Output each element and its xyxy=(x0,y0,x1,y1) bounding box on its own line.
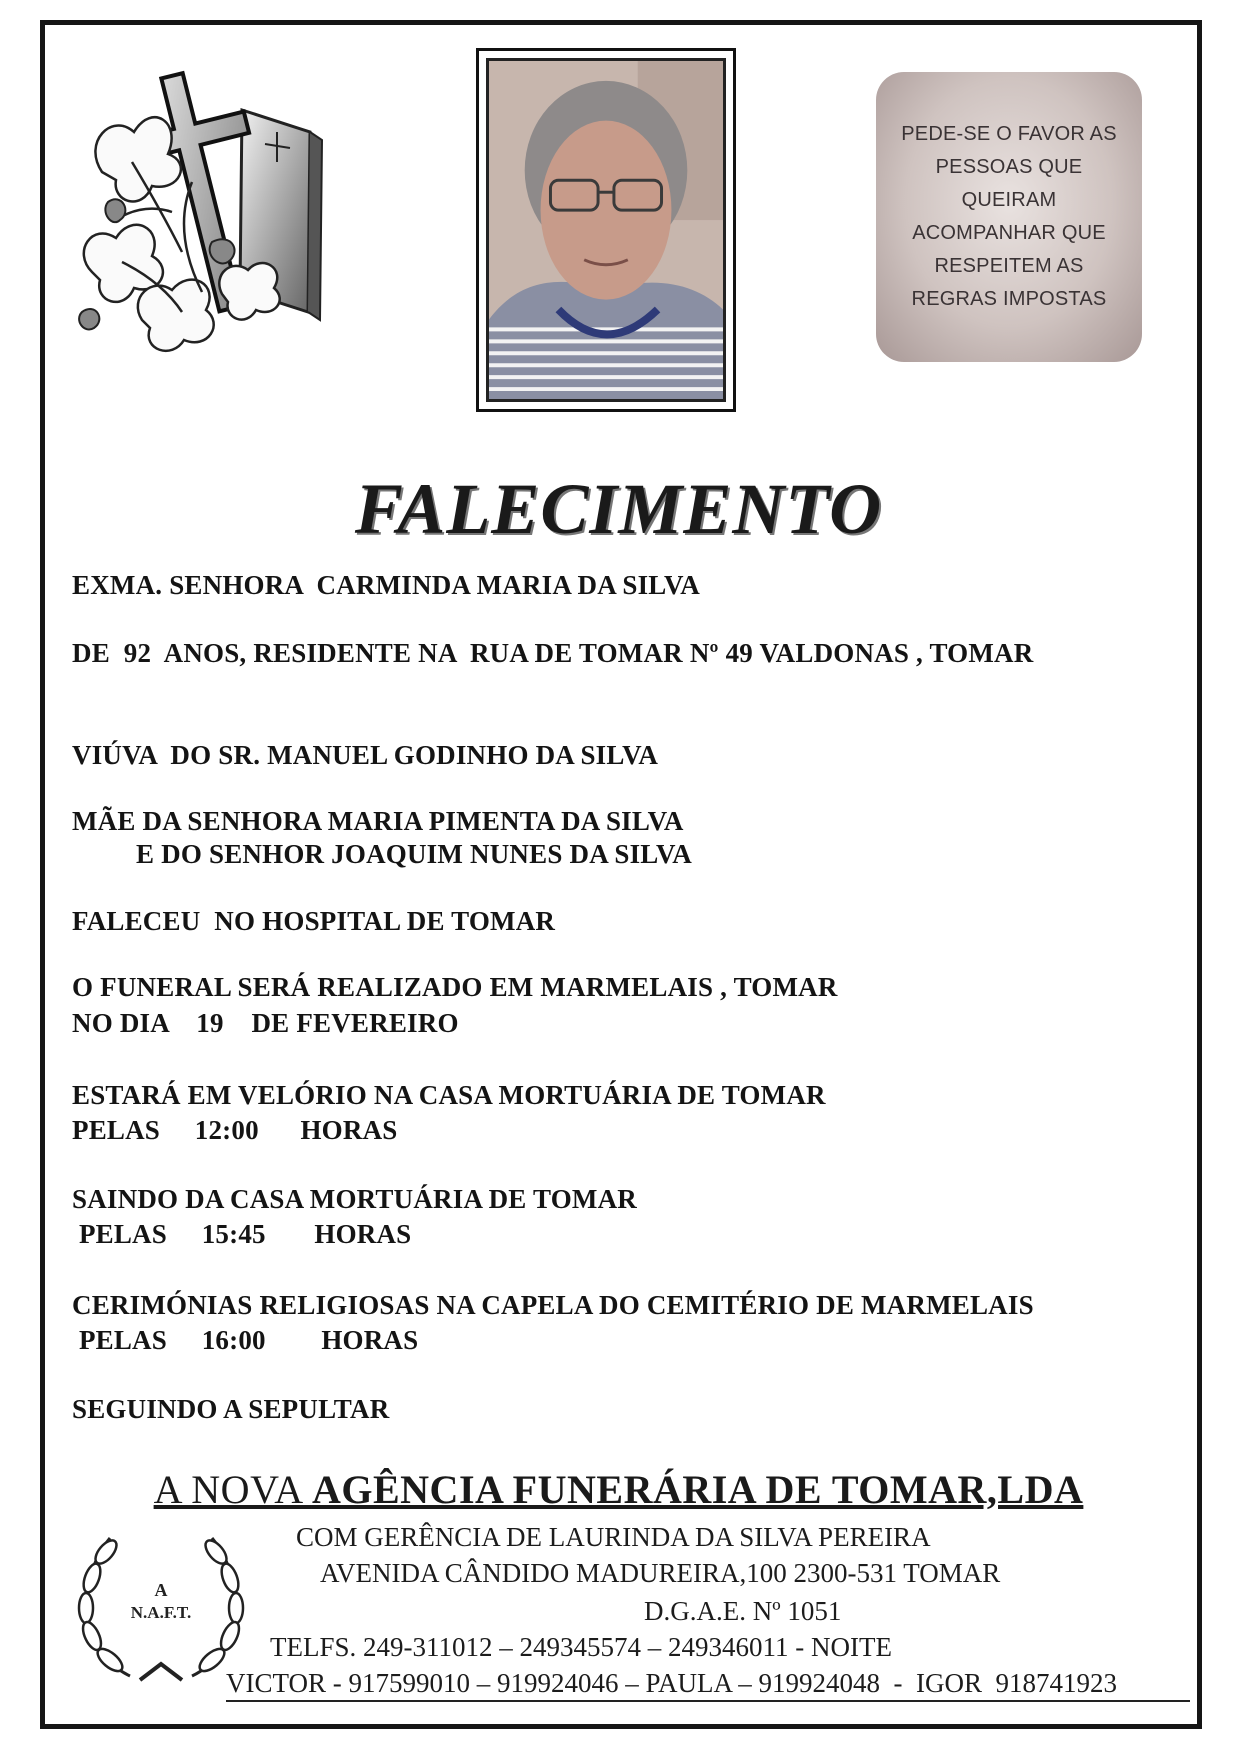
mother-line: MÃE DA SENHORA MARIA PIMENTA DA SILVA xyxy=(72,806,684,836)
laurel-seal-icon xyxy=(70,1512,252,1692)
ceremony-line: CERIMÓNIAS RELIGIOSAS NA CAPELA DO CEMITÉRIO DE MARMELAIS xyxy=(72,1290,1034,1320)
leaving-line: SAINDO DA CASA MORTUÁRIA DE TOMAR xyxy=(72,1184,637,1214)
funeral-line: O FUNERAL SERÁ REALIZADO EM MARMELAIS , TOMAR xyxy=(72,972,838,1002)
agency-name xyxy=(0,1466,1237,1513)
license-line: D.G.A.E. Nº 1051 xyxy=(644,1596,842,1626)
notice-box xyxy=(876,72,1142,362)
portrait-image xyxy=(486,58,726,402)
notice-line: RESPEITEM AS xyxy=(934,255,1084,277)
agency-name-prefix: A NOVA xyxy=(153,1467,312,1512)
died-line: FALECEU NO HOSPITAL DE TOMAR xyxy=(72,906,556,936)
notice-line: QUEIRAM xyxy=(961,189,1057,211)
funeral-date-line: NO DIA 19 DE FEVEREIRO xyxy=(72,1008,459,1038)
bottom-rule xyxy=(226,1700,1190,1702)
widow-line: VIÚVA DO SR. MANUEL GODINHO DA SILVA xyxy=(72,740,659,770)
phones-line: TELFS. 249-311012 – 249345574 – 249346011 - NOITE xyxy=(270,1632,892,1662)
notice-line: REGRAS IMPOSTAS xyxy=(911,288,1107,310)
portrait-photo xyxy=(476,48,736,412)
notice-line: PESSOAS QUE xyxy=(935,156,1083,178)
ceremony-time-line: PELAS 16:00 HORAS xyxy=(72,1325,419,1355)
agency-name-bold: AGÊNCIA FUNERÁRIA DE TOMAR,LDA xyxy=(311,1467,1084,1512)
seal-letter: A xyxy=(154,1580,168,1600)
name-line: EXMA. SENHORA CARMINDA MARIA DA SILVA xyxy=(72,570,700,600)
wake-line: ESTARÁ EM VELÓRIO NA CASA MORTUÁRIA DE TOMAR xyxy=(72,1080,826,1110)
cross-lilies-icon xyxy=(72,62,340,362)
notice-line: PEDE-SE O FAVOR AS xyxy=(901,123,1117,145)
notice-text xyxy=(901,118,1117,316)
mother-line: E DO SENHOR JOAQUIM NUNES DA SILVA xyxy=(136,839,692,869)
residence-line: DE 92 ANOS, RESIDENTE NA RUA DE TOMAR Nº 49 VALDONAS , TOMAR xyxy=(72,638,1034,668)
address-line: AVENIDA CÂNDIDO MADUREIRA,100 2300-531 TOMAR xyxy=(320,1558,1001,1588)
contacts-line: VICTOR - 917599010 – 919924046 – PAULA – 919924048 - IGOR 918741923 xyxy=(226,1668,1118,1698)
page-title: FALECIMENTO xyxy=(354,469,883,549)
burial-line: SEGUINDO A SEPULTAR xyxy=(72,1394,390,1424)
wake-time-line: PELAS 12:00 HORAS xyxy=(72,1115,398,1145)
seal-text: N.A.F.T. xyxy=(130,1603,192,1622)
management-line: COM GERÊNCIA DE LAURINDA DA SILVA PEREIRA xyxy=(296,1522,931,1552)
leaving-time-line: PELAS 15:45 HORAS xyxy=(72,1219,412,1249)
notice-line: ACOMPANHAR QUE xyxy=(912,222,1106,244)
